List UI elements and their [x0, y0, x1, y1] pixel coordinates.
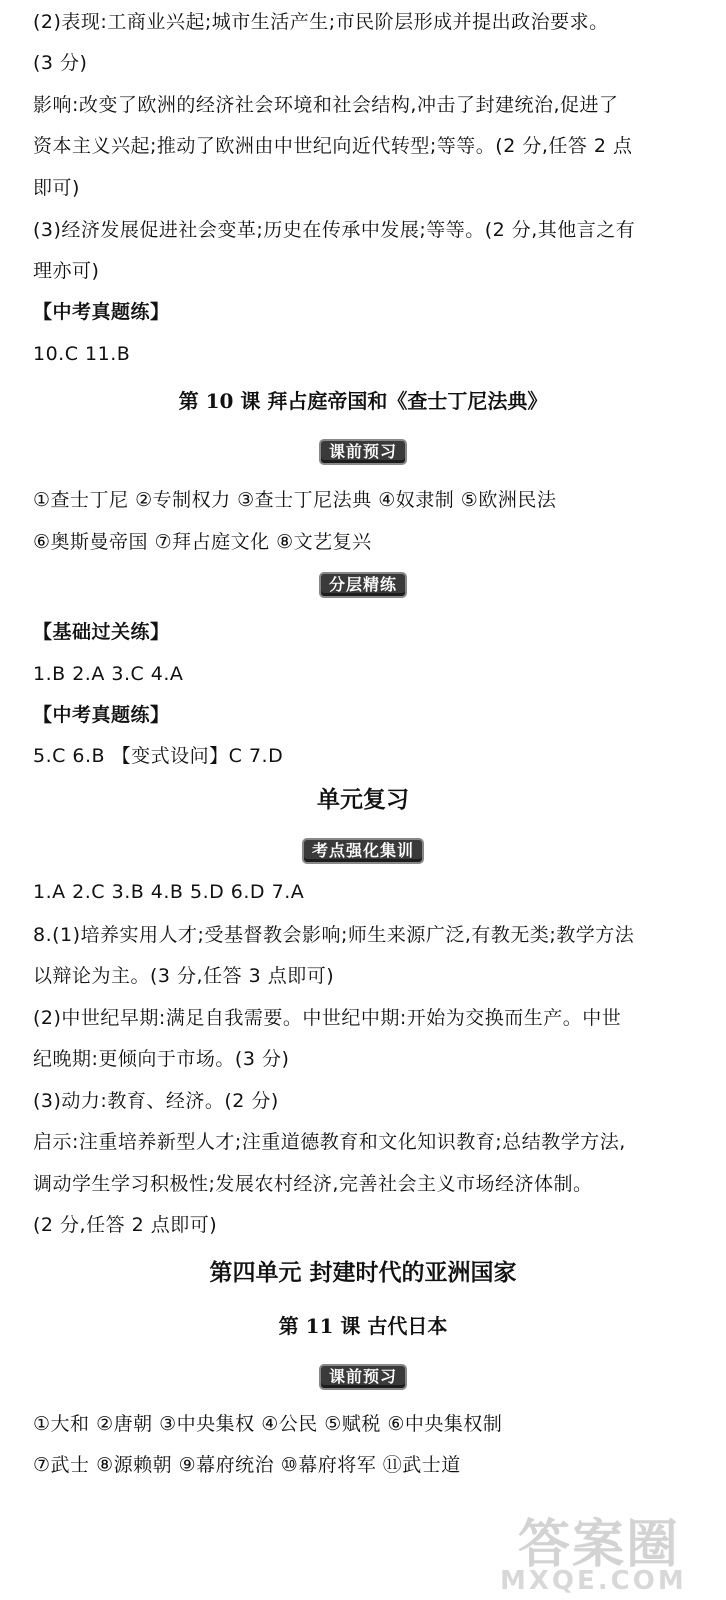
answer-line: (3 分): [33, 52, 88, 74]
answer-line: (2)表现:工商业兴起;城市生活产生;市民阶层形成并提出政治要求。: [33, 11, 609, 33]
answer-line: (2)中世纪早期:满足自我需要。中世纪中期:开始为交换而生产。中世: [33, 1007, 622, 1029]
answer-line: ⑦武士 ⑧源赖朝 ⑨幕府统治 ⑩幕府将军 ⑪武士道: [33, 1454, 461, 1476]
answer-line: 资本主义兴起;推动了欧洲由中世纪向近代转型;等等。(2 分,任答 2 点: [33, 135, 633, 157]
answer-line: 10.C 11.B: [33, 343, 131, 365]
answer-line: 1.B 2.A 3.C 4.A: [33, 663, 184, 685]
section-label-exam-practice: 【中考真题练】: [33, 301, 170, 323]
answer-line: 1.A 2.C 3.B 4.B 5.D 6.D 7.A: [33, 881, 305, 903]
answer-line: (2 分,任答 2 点即可): [33, 1214, 218, 1236]
badge-preview: 课前预习: [319, 439, 407, 465]
answer-line: (3)经济发展促进社会变革;历史在传承中发展;等等。(2 分,其他言之有: [33, 219, 636, 241]
badge-preview: 课前预习: [319, 1364, 407, 1390]
answer-line: 影响:改变了欧洲的经济社会环境和社会结构,冲击了封建统治,促进了: [33, 94, 619, 116]
section-label-basic: 【基础过关练】: [33, 621, 170, 643]
badge-layered: 分层精练: [319, 572, 407, 598]
section-label-exam-practice: 【中考真题练】: [33, 704, 170, 726]
badge-layered-wrap: [0, 572, 726, 598]
answer-line: ①大和 ②唐朝 ③中央集权 ④公民 ⑤赋税 ⑥中央集权制: [33, 1413, 503, 1435]
answer-line: 理亦可): [33, 260, 100, 282]
badge-training-wrap: [0, 838, 726, 864]
answer-line: 即可): [33, 177, 80, 199]
badge-training: 考点强化集训: [302, 838, 424, 864]
lesson-11-title: 第 11 课 古代日本: [278, 1314, 448, 1338]
answer-line: 5.C 6.B 【变式设问】C 7.D: [33, 745, 284, 767]
lesson-10-title: 第 10 课 拜占庭帝国和《查士丁尼法典》: [178, 389, 548, 413]
unit-4-title: 第四单元 封建时代的亚洲国家: [209, 1259, 517, 1286]
answer-line: ⑥奥斯曼帝国 ⑦拜占庭文化 ⑧文艺复兴: [33, 531, 372, 553]
watermark-logo: [494, 1500, 714, 1600]
watermark-url: MXQE.COM: [500, 1566, 687, 1596]
badge-preview-wrap: [0, 439, 726, 465]
answer-line: 以辩论为主。(3 分,任答 3 点即可): [33, 965, 335, 987]
answer-line: ①查士丁尼 ②专制权力 ③查士丁尼法典 ④奴隶制 ⑤欧洲民法: [33, 489, 557, 511]
answer-line: 启示:注重培养新型人才;注重道德教育和文化知识教育;总结教学方法,: [33, 1131, 626, 1153]
badge-preview-wrap: [0, 1364, 726, 1390]
answer-line: 8.(1)培养实用人才;受基督教会影响;师生来源广泛,有教无类;教学方法: [33, 924, 635, 946]
answer-line: 纪晚期:更倾向于市场。(3 分): [33, 1048, 290, 1070]
unit-review-title: 单元复习: [317, 786, 409, 813]
watermark-text: 答案圈: [518, 1515, 681, 1575]
answer-line: (3)动力:教育、经济。(2 分): [33, 1090, 279, 1112]
answer-line: 调动学生学习积极性;发展农村经济,完善社会主义市场经济体制。: [33, 1173, 593, 1195]
